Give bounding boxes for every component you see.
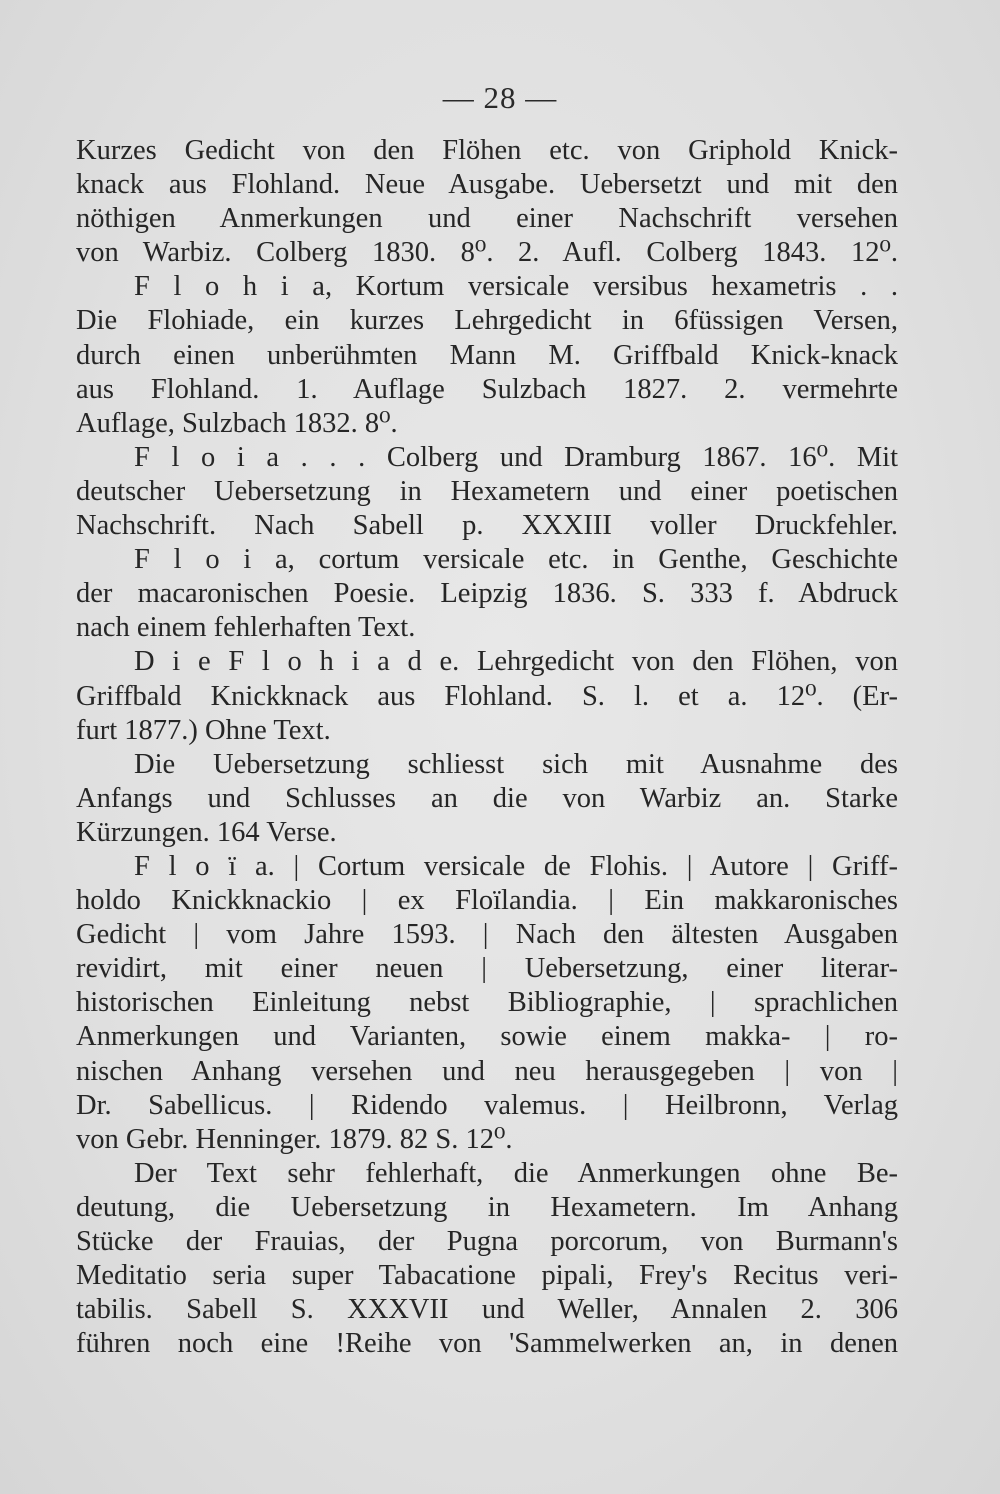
text-line: Anmerkungen und Varianten, sowie einem makka- | ro- [76, 1021, 898, 1053]
body-text [76, 134, 898, 1361]
text-line: F l o h i a, Kortum versicale versibus hexametris . . [134, 271, 898, 303]
text-line: knack aus Flohland. Neue Ausgabe. Uebersetzt und mit den [76, 169, 898, 201]
text-line: von Gebr. Henninger. 1879. 82 S. 12⁰. [76, 1123, 513, 1155]
text-line: deutung, die Uebersetzung in Hexametern. Im Anhang [76, 1191, 898, 1223]
text-line: Die Uebersetzung schliesst sich mit Ausnahme des [134, 748, 898, 780]
text-line: Gedicht | vom Jahre 1593. | Nach den ältesten Ausgaben [76, 919, 898, 951]
text-line: Stücke der Frauias, der Pugna porcorum, von Burmann's [76, 1226, 898, 1257]
text-line: holdo Knickknackio | ex Floïlandia. | Ein makkaronisches [76, 885, 898, 917]
page-number: — 28 — [442, 80, 558, 115]
text-line: nach einem fehlerhaften Text. [76, 612, 416, 644]
text-line: der macaronischen Poesie. Leipzig 1836. S. 333 f. Abdruck [76, 578, 898, 610]
text-line: furt 1877.) Ohne Text. [76, 714, 331, 746]
text-line: durch einen unberühmten Mann M. Griffbald Knick-knack [76, 339, 898, 371]
text-line: Griffbald Knickknack aus Flohland. S. l. et a. 12⁰. (Er- [76, 680, 898, 712]
text-line: historischen Einleitung nebst Bibliographie, | sprachlichen [76, 987, 898, 1019]
text-line: F l o i a . . . Colberg und Dramburg 1867. 16⁰. Mit [134, 441, 898, 473]
text-line: tabilis. Sabell S. XXXVII und Weller, Annalen 2. 306 [76, 1294, 898, 1326]
text-line: Anfangs und Schlusses an die von Warbiz an. Starke [76, 782, 898, 814]
text-line: Nachschrift. Nach Sabell p. XXXIII voller Druckfehler. [76, 510, 898, 542]
text-line: von Warbiz. Colberg 1830. 8⁰. 2. Aufl. Colberg 1843. 12⁰. [76, 237, 898, 269]
text-line: F l o i a, cortum versicale etc. in Genthe, Geschichte [134, 544, 898, 576]
text-line: Dr. Sabellicus. | Ridendo valemus. | Heilbronn, Verlag [76, 1089, 898, 1121]
text-line: Der Text sehr fehlerhaft, die Anmerkungen ohne Be- [134, 1157, 898, 1189]
text-line: D i e F l o h i a d e. Lehrgedicht von den Flöhen, von [134, 646, 898, 678]
text-line: Auflage, Sulzbach 1832. 8⁰. [76, 407, 398, 439]
text-line: Die Flohiade, ein kurzes Lehrgedicht in 6füssigen Versen, [76, 305, 898, 337]
text-line: nischen Anhang versehen und neu herausgegeben | von | [76, 1055, 898, 1087]
text-line: Kurzes Gedicht von den Flöhen etc. von Griphold Knick- [76, 135, 898, 166]
text-line: Meditatio seria super Tabacatione pipali, Frey's Recitus veri- [76, 1260, 898, 1292]
text-line: revidirt, mit einer neuen | Uebersetzung, einer literar- [76, 953, 898, 985]
text-line: Kürzungen. 164 Verse. [76, 816, 337, 848]
text-line: F l o ï a. | Cortum versicale de Flohis. | Autore | Griff- [134, 850, 898, 882]
text-line: nöthigen Anmerkungen und einer Nachschrift versehen [76, 203, 898, 235]
text-line: aus Flohland. 1. Auflage Sulzbach 1827. 2. vermehrte [76, 373, 898, 405]
text-line: führen noch eine !Reihe von 'Sammelwerken an, in denen [76, 1328, 898, 1360]
text-line: deutscher Uebersetzung in Hexametern und einer poetischen [76, 475, 898, 507]
